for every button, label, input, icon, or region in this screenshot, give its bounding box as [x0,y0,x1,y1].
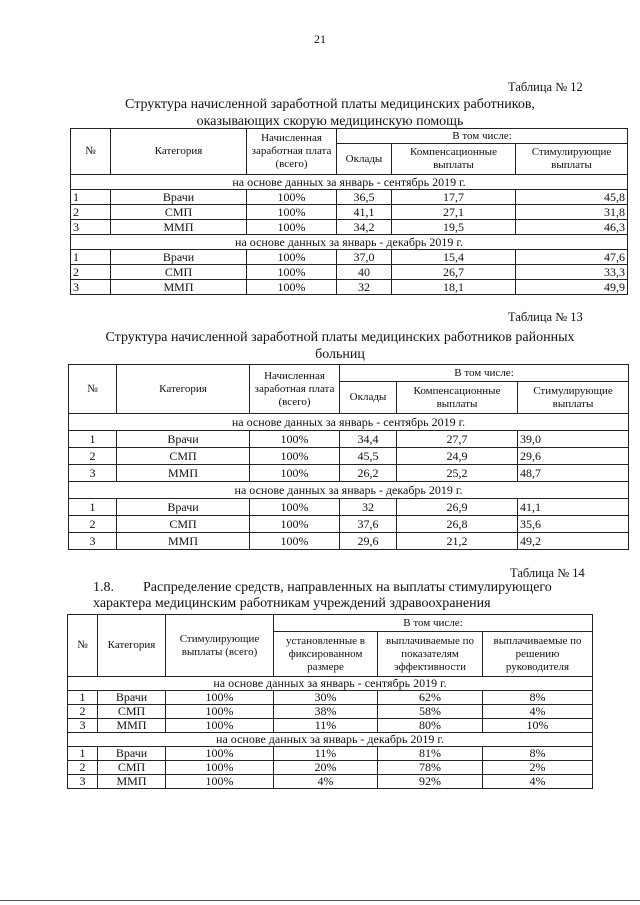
table14-cell-head: 8% [483,691,593,705]
table13-title-line2: больниц [315,347,365,362]
table12-cell-category: СМП [111,205,247,220]
table12-cell-num: 3 [71,280,111,295]
table14-cell-num: 3 [68,719,98,733]
table-row [68,761,593,775]
table13-body [69,414,629,550]
table13-cell-num: 2 [69,516,117,533]
table12-cell-category: ММП [111,280,247,295]
table-row [68,691,593,705]
table12-cell-comp: 26,7 [392,265,516,280]
table12-header-stim: Стимулирующие выплаты [516,144,628,175]
table12-header-total: Начисленная заработная плата (всего) [247,129,337,175]
table14-cell-perf: 92% [378,775,483,789]
table14-cell-total: 100% [166,719,274,733]
table-row [69,465,629,482]
table14-body [68,677,593,789]
table12-title-line2: оказывающих скорую медицинскую помощь [196,114,464,129]
table13-cell-num: 2 [69,448,117,465]
table12-cell-stim: 31,8 [516,205,628,220]
table12-cell-comp: 27,1 [392,205,516,220]
table13-header-salary: Оклады [340,382,397,414]
table13-cell-category: СМП [117,516,250,533]
table13-header-stim: Стимулирующие выплаты [518,382,629,414]
table12-cell-comp: 15,4 [392,250,516,265]
table14-cell-head: 2% [483,761,593,775]
table-row [71,205,628,220]
table-row [69,516,629,533]
table13-header-total: Начисленная заработная плата (всего) [250,365,340,414]
table12-cell-stim: 33,3 [516,265,628,280]
table13-title-line1: Структура начисленной заработной платы медицинских работников районных [105,330,575,345]
table14-header-perf: выплачиваемые по показателям эффективности [378,632,483,677]
table13-cell-stim: 35,6 [518,516,629,533]
table13-cell-total: 100% [250,431,340,448]
table14-cell-head: 4% [483,775,593,789]
table14-cell-category: Врачи [98,747,166,761]
table13-header-num: № [69,365,117,414]
table12-cell-category: Врачи [111,250,247,265]
table14-section-caption: на основе данных за январь - декабрь 2019 г. [68,733,593,747]
page-number: 21 [314,32,326,46]
table13-cell-salary: 26,2 [340,465,397,482]
table-row [71,265,628,280]
table-row [71,250,628,265]
table14-cell-num: 3 [68,775,98,789]
table13-cell-category: СМП [117,448,250,465]
table14-cell-head: 8% [483,747,593,761]
table12-cell-comp: 17,7 [392,190,516,205]
table13-cell-total: 100% [250,465,340,482]
table12-body [71,175,628,295]
table12-cell-comp: 19,5 [392,220,516,235]
table14-cell-category: СМП [98,761,166,775]
table13-cell-salary: 45,5 [340,448,397,465]
table12-cell-salary: 32 [337,280,392,295]
table14-cell-perf: 62% [378,691,483,705]
table12-title [70,96,590,130]
table13-cell-stim: 41,1 [518,499,629,516]
table13-cell-comp: 26,9 [397,499,518,516]
section-1-8 [93,580,586,612]
table13-cell-category: ММП [117,465,250,482]
table12-cell-stim: 45,8 [516,190,628,205]
table13-cell-comp: 26,8 [397,516,518,533]
table12-section-caption: на основе данных за январь - сентябрь 2019 г. [71,175,628,190]
table14-cell-fixed: 30% [274,691,378,705]
table-row [71,220,628,235]
table13-cell-category: ММП [117,533,250,550]
table12-cell-salary: 37,0 [337,250,392,265]
table14-cell-fixed: 38% [274,705,378,719]
table12-cell-category: СМП [111,265,247,280]
table12-cell-num: 2 [71,265,111,280]
table-row [68,775,593,789]
table12-cell-total: 100% [247,205,337,220]
table13-cell-stim: 48,7 [518,465,629,482]
table12 [70,128,628,295]
page-bottom-rule [0,900,640,901]
table13-cell-salary: 29,6 [340,533,397,550]
table13-cell-comp: 21,2 [397,533,518,550]
table13-cell-comp: 24,9 [397,448,518,465]
table12-cell-comp: 18,1 [392,280,516,295]
table12-label: Таблица № 12 [508,80,583,94]
table-row [68,705,593,719]
table14-cell-fixed: 11% [274,719,378,733]
table13-cell-comp: 25,2 [397,465,518,482]
table13-section-caption: на основе данных за январь - декабрь 2019 г. [69,482,629,499]
table12-cell-salary: 40 [337,265,392,280]
table-row [69,533,629,550]
table14-cell-perf: 81% [378,747,483,761]
table12-cell-stim: 49,9 [516,280,628,295]
table12-cell-num: 2 [71,205,111,220]
table13-section-caption-row [69,414,629,431]
table14-cell-total: 100% [166,691,274,705]
table12-section-caption: на основе данных за январь - декабрь 2019 г. [71,235,628,250]
table12-section-caption-row [71,235,628,250]
table14-header-fixed: установленные в фиксированном размере [274,632,378,677]
table12-cell-category: Врачи [111,190,247,205]
table14-header-num: № [68,615,98,677]
table13-cell-category: Врачи [117,499,250,516]
table13-cell-category: Врачи [117,431,250,448]
table14-cell-category: Врачи [98,691,166,705]
table12-header-comp: Компенсационные выплаты [392,144,516,175]
table13-label: Таблица № 13 [508,310,583,324]
table14-cell-fixed: 20% [274,761,378,775]
table12-cell-stim: 46,3 [516,220,628,235]
table13-cell-stim: 49,2 [518,533,629,550]
table13-cell-salary: 34,4 [340,431,397,448]
table14-header-category: Категория [98,615,166,677]
table14-header-head: выплачиваемые по решению руководителя [483,632,593,677]
table14-cell-perf: 80% [378,719,483,733]
table14-cell-category: ММП [98,719,166,733]
table14-cell-total: 100% [166,705,274,719]
table13-cell-total: 100% [250,499,340,516]
table12-header-incl: В том числе: [337,129,628,144]
table-row [68,747,593,761]
table-row [71,190,628,205]
table13-header-incl: В том числе: [340,365,629,382]
table14-cell-head: 4% [483,705,593,719]
table13-cell-salary: 32 [340,499,397,516]
table14-cell-num: 1 [68,747,98,761]
table13-cell-num: 1 [69,431,117,448]
table14-cell-category: ММП [98,775,166,789]
table13-title [80,329,600,363]
table14-cell-num: 1 [68,691,98,705]
table12-header-category: Категория [111,129,247,175]
table12-cell-num: 1 [71,190,111,205]
table14 [67,614,593,789]
table14-section-caption-row [68,733,593,747]
table13 [68,364,629,550]
table12-cell-total: 100% [247,265,337,280]
table-row [69,448,629,465]
table12-cell-total: 100% [247,280,337,295]
table12-cell-total: 100% [247,190,337,205]
table14-cell-fixed: 11% [274,747,378,761]
table13-cell-num: 3 [69,465,117,482]
table13-cell-num: 3 [69,533,117,550]
table14-section-caption-row [68,677,593,691]
table12-section-caption-row [71,175,628,190]
table14-label: Таблица № 14 [510,566,585,580]
table14-cell-perf: 78% [378,761,483,775]
table12-cell-salary: 41,1 [337,205,392,220]
table-row [69,499,629,516]
table12-cell-category: ММП [111,220,247,235]
table12-header-num: № [71,129,111,175]
table14-cell-perf: 58% [378,705,483,719]
table13-section-caption: на основе данных за январь - сентябрь 2019 г. [69,414,629,431]
table14-cell-num: 2 [68,705,98,719]
section-text: Распределение средств, направленных на выплаты стимулирующего характера медицинским работникам учреждений здравоохранения [93,580,552,611]
table13-cell-total: 100% [250,448,340,465]
table12-cell-salary: 34,2 [337,220,392,235]
table13-cell-stim: 29,6 [518,448,629,465]
table14-header-total: Стимулирующие выплаты (всего) [166,615,274,677]
table14-cell-head: 10% [483,719,593,733]
table13-cell-salary: 37,6 [340,516,397,533]
table13-cell-num: 1 [69,499,117,516]
table14-cell-num: 2 [68,761,98,775]
table14-cell-total: 100% [166,761,274,775]
table13-cell-stim: 39,0 [518,431,629,448]
table14-cell-category: СМП [98,705,166,719]
table12-cell-stim: 47,6 [516,250,628,265]
table-row [68,719,593,733]
table14-cell-total: 100% [166,747,274,761]
table13-cell-total: 100% [250,533,340,550]
table12-cell-salary: 36,5 [337,190,392,205]
table12-header-salary: Оклады [337,144,392,175]
table13-header-category: Категория [117,365,250,414]
table-row [69,431,629,448]
table13-header-comp: Компенсационные выплаты [397,382,518,414]
section-number: 1.8. [93,580,114,595]
table12-title-line1: Структура начисленной заработной платы медицинских работников, [125,97,535,112]
table-row [71,280,628,295]
table14-section-caption: на основе данных за январь - сентябрь 2019 г. [68,677,593,691]
table12-cell-total: 100% [247,220,337,235]
table14-cell-total: 100% [166,775,274,789]
table13-cell-comp: 27,7 [397,431,518,448]
table12-cell-total: 100% [247,250,337,265]
table13-section-caption-row [69,482,629,499]
table13-cell-total: 100% [250,516,340,533]
table12-cell-num: 1 [71,250,111,265]
table14-header-incl: В том числе: [274,615,593,632]
table14-cell-fixed: 4% [274,775,378,789]
table12-cell-num: 3 [71,220,111,235]
